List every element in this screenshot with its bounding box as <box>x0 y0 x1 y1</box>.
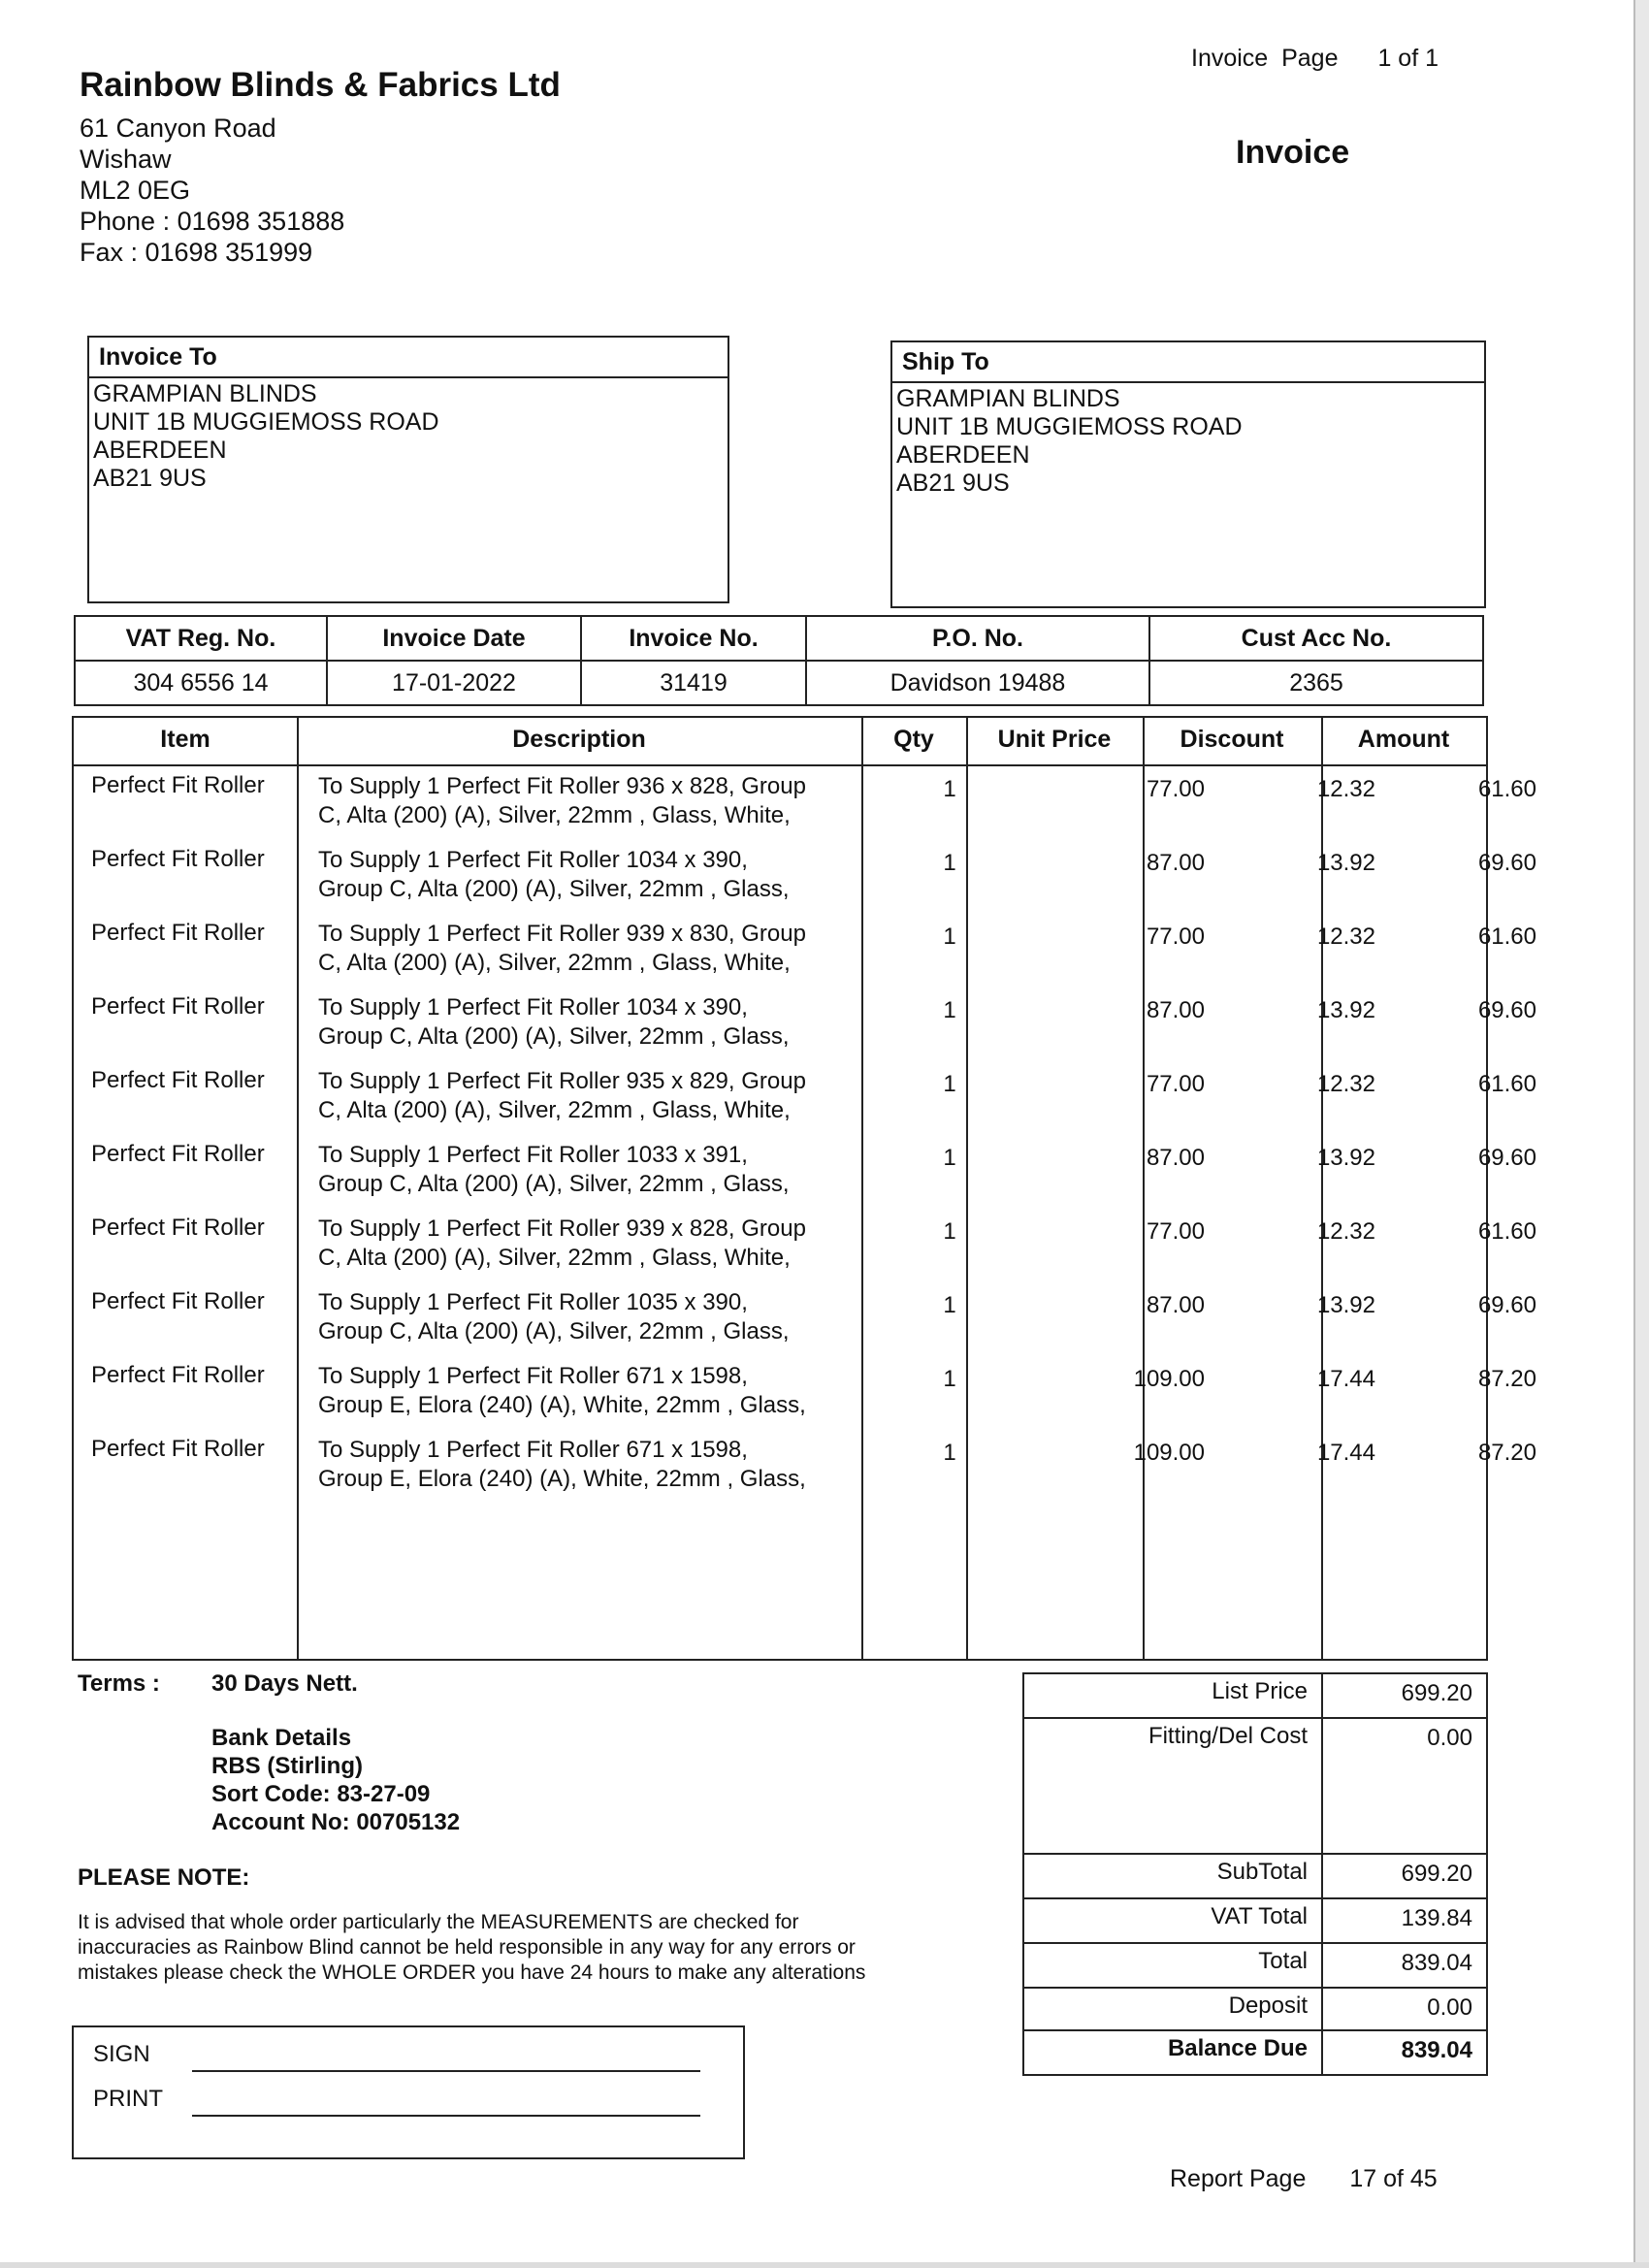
unit-price-header: Unit Price <box>997 726 1112 753</box>
description-line: Group C, Alta (200) (A), Silver, 22mm , Glass, <box>318 1318 790 1345</box>
vat-row <box>1024 1899 1486 1944</box>
invoice-no-header: Invoice No. <box>581 616 806 661</box>
invoice-info-table <box>74 615 1484 706</box>
description-cell <box>318 920 929 980</box>
list-price-value: 699.20 <box>1401 1680 1472 1706</box>
fitting-value: 0.00 <box>1427 1725 1472 1751</box>
qty-cell: 1 <box>943 1440 956 1466</box>
item-cell: Perfect Fit Roller <box>91 772 265 798</box>
invoice-to-line: ABERDEEN <box>93 437 227 464</box>
qty-cell: 1 <box>943 850 956 876</box>
document-title: Invoice <box>1236 134 1350 171</box>
discount-cell: 12.32 <box>1316 1071 1375 1097</box>
scan-edge <box>1633 0 1649 2268</box>
vat-reg-value: 304 6556 14 <box>75 661 327 705</box>
ship-to-line: GRAMPIAN BLINDS <box>896 385 1120 412</box>
description-line: To Supply 1 Perfect Fit Roller 1034 x 390, <box>318 994 748 1021</box>
table-row <box>74 1209 1536 1282</box>
description-line: To Supply 1 Perfect Fit Roller 936 x 828, Group <box>318 773 806 799</box>
invoice-date-value: 17-01-2022 <box>327 661 581 705</box>
description-cell <box>318 1288 929 1348</box>
address-line: Wishaw <box>80 145 172 174</box>
report-page-label: Report Page <box>1170 2165 1307 2192</box>
item-cell: Perfect Fit Roller <box>91 920 265 946</box>
vat-reg-header: VAT Reg. No. <box>75 616 327 661</box>
bank-details-heading: Bank Details <box>211 1725 352 1751</box>
discount-cell: 12.32 <box>1316 1218 1375 1245</box>
description-line: To Supply 1 Perfect Fit Roller 935 x 829, Group <box>318 1068 806 1094</box>
description-line: C, Alta (200) (A), Silver, 22mm , Glass, White, <box>318 950 791 976</box>
discount-header: Discount <box>1180 726 1284 753</box>
unit-price-cell: 87.00 <box>1146 850 1205 876</box>
deposit-row <box>1024 1989 1486 2031</box>
invoice-no-value: 31419 <box>581 661 806 705</box>
ship-to-heading: Ship To <box>892 342 1484 383</box>
qty-header: Qty <box>893 726 934 753</box>
unit-price-cell: 87.00 <box>1146 997 1205 1023</box>
description-cell <box>318 772 929 832</box>
table-row <box>74 766 1536 840</box>
company-name: Rainbow Blinds & Fabrics Ltd <box>80 66 561 104</box>
unit-price-cell: 87.00 <box>1146 1292 1205 1318</box>
note-line: It is advised that whole order particularly the MEASUREMENTS are checked for <box>78 1911 799 1933</box>
description-cell <box>318 1436 929 1496</box>
vat-label: VAT Total <box>1211 1903 1308 1929</box>
item-cell: Perfect Fit Roller <box>91 1436 265 1462</box>
description-line: To Supply 1 Perfect Fit Roller 671 x 1598, <box>318 1437 748 1463</box>
invoice-page-label: Invoice Page <box>1191 45 1339 72</box>
list-price-row <box>1024 1674 1486 1719</box>
bank-name: RBS (Stirling) <box>211 1753 363 1779</box>
table-row <box>74 1282 1536 1356</box>
description-line: To Supply 1 Perfect Fit Roller 939 x 830, Group <box>318 921 806 947</box>
item-cell: Perfect Fit Roller <box>91 846 265 872</box>
unit-price-cell: 77.00 <box>1146 1071 1205 1097</box>
balance-due-row <box>1024 2031 1486 2072</box>
item-cell: Perfect Fit Roller <box>91 993 265 1020</box>
account-number: Account No: 00705132 <box>211 1809 461 1835</box>
item-cell: Perfect Fit Roller <box>91 1067 265 1093</box>
unit-price-cell: 77.00 <box>1146 923 1205 950</box>
item-cell: Perfect Fit Roller <box>91 1362 265 1388</box>
cust-acc-value: 2365 <box>1149 661 1483 705</box>
invoice-to-heading: Invoice To <box>89 338 728 378</box>
discount-cell: 12.32 <box>1316 923 1375 950</box>
totals-box <box>1022 1672 1488 2076</box>
subtotal-row <box>1024 1855 1486 1899</box>
ship-to-address <box>892 383 1484 500</box>
description-header: Description <box>512 726 646 753</box>
address-line: 61 Canyon Road <box>80 113 276 143</box>
amount-cell: 69.60 <box>1477 1145 1536 1171</box>
sign-line[interactable] <box>192 2070 700 2072</box>
print-label: PRINT <box>93 2086 163 2112</box>
amount-cell: 61.60 <box>1477 1071 1536 1097</box>
please-note-heading: PLEASE NOTE: <box>78 1864 250 1891</box>
table-row <box>74 914 1536 988</box>
address-line: ML2 0EG <box>80 176 191 205</box>
po-no-value: Davidson 19488 <box>806 661 1149 705</box>
description-cell <box>318 1215 929 1275</box>
amount-cell: 61.60 <box>1477 776 1536 802</box>
discount-cell: 13.92 <box>1316 1292 1375 1318</box>
ship-to-box <box>890 340 1486 608</box>
po-no-header: P.O. No. <box>806 616 1149 661</box>
qty-cell: 1 <box>943 776 956 802</box>
table-row <box>74 1430 1536 1504</box>
invoice-to-line: AB21 9US <box>93 465 207 492</box>
qty-cell: 1 <box>943 997 956 1023</box>
line-items-header <box>74 718 1486 766</box>
description-line: Group E, Elora (240) (A), White, 22mm , Glass, <box>318 1392 806 1418</box>
description-cell <box>318 993 929 1053</box>
invoice-page-value: 1 of 1 <box>1377 45 1439 72</box>
qty-cell: 1 <box>943 1218 956 1245</box>
description-line: Group C, Alta (200) (A), Silver, 22mm , Glass, <box>318 1023 790 1050</box>
discount-cell: 13.92 <box>1316 850 1375 876</box>
table-row <box>74 1061 1536 1135</box>
amount-cell: 69.60 <box>1477 1292 1536 1318</box>
item-cell: Perfect Fit Roller <box>91 1288 265 1314</box>
balance-due-label: Balance Due <box>1167 2035 1308 2061</box>
description-line: C, Alta (200) (A), Silver, 22mm , Glass, White, <box>318 1245 791 1271</box>
qty-cell: 1 <box>943 1145 956 1171</box>
balance-due-value: 839.04 <box>1401 2037 1472 2063</box>
table-row <box>74 988 1536 1061</box>
terms-label: Terms : <box>78 1670 160 1697</box>
unit-price-cell: 109.00 <box>1133 1440 1205 1466</box>
description-line: To Supply 1 Perfect Fit Roller 1034 x 390, <box>318 847 748 873</box>
invoice-page-indicator <box>1191 45 1439 73</box>
item-header: Item <box>160 726 210 753</box>
subtotal-value: 699.20 <box>1401 1861 1472 1887</box>
amount-cell: 87.20 <box>1477 1440 1536 1466</box>
invoice-to-line: UNIT 1B MUGGIEMOSS ROAD <box>93 408 439 436</box>
note-line: mistakes please check the WHOLE ORDER you have 24 hours to make any alterations <box>78 1961 866 1984</box>
total-value: 839.04 <box>1401 1950 1472 1976</box>
invoice-date-header: Invoice Date <box>327 616 581 661</box>
qty-cell: 1 <box>943 1366 956 1392</box>
table-row <box>74 840 1536 914</box>
invoice-to-box <box>87 336 729 603</box>
list-price-label: List Price <box>1212 1678 1308 1704</box>
description-cell <box>318 846 929 906</box>
unit-price-cell: 87.00 <box>1146 1145 1205 1171</box>
description-line: C, Alta (200) (A), Silver, 22mm , Glass, White, <box>318 1097 791 1123</box>
discount-cell: 17.44 <box>1316 1366 1375 1392</box>
amount-cell: 61.60 <box>1477 923 1536 950</box>
fitting-label: Fitting/Del Cost <box>1148 1723 1308 1749</box>
line-items-table <box>72 716 1536 1661</box>
discount-cell: 13.92 <box>1316 997 1375 1023</box>
amount-cell: 87.20 <box>1477 1366 1536 1392</box>
description-line: To Supply 1 Perfect Fit Roller 939 x 828, Group <box>318 1215 806 1242</box>
deposit-label: Deposit <box>1228 1993 1308 2019</box>
fax-line: Fax : 01698 351999 <box>80 238 313 267</box>
invoice-to-line: GRAMPIAN BLINDS <box>93 380 317 407</box>
ship-to-line: UNIT 1B MUGGIEMOSS ROAD <box>896 413 1243 440</box>
description-line: To Supply 1 Perfect Fit Roller 1035 x 390, <box>318 1289 748 1315</box>
report-page-value: 17 of 45 <box>1349 2165 1438 2192</box>
amount-cell: 69.60 <box>1477 997 1536 1023</box>
note-line: inaccuracies as Rainbow Blind cannot be held responsible in any way for any errors or <box>78 1936 856 1959</box>
ship-to-line: AB21 9US <box>896 470 1010 497</box>
discount-cell: 13.92 <box>1316 1145 1375 1171</box>
print-line[interactable] <box>192 2115 700 2117</box>
fitting-row <box>1024 1719 1486 1855</box>
sign-label: SIGN <box>93 2041 150 2067</box>
deposit-value: 0.00 <box>1427 1994 1472 2021</box>
signature-box <box>72 2025 745 2159</box>
discount-cell: 12.32 <box>1316 776 1375 802</box>
unit-price-cell: 77.00 <box>1146 1218 1205 1245</box>
description-cell <box>318 1067 929 1127</box>
description-line: Group E, Elora (240) (A), White, 22mm , Glass, <box>318 1466 806 1492</box>
subtotal-label: SubTotal <box>1216 1859 1308 1885</box>
vat-value: 139.84 <box>1401 1905 1472 1931</box>
scan-edge-bottom <box>0 2262 1649 2268</box>
item-cell: Perfect Fit Roller <box>91 1215 265 1241</box>
cust-acc-header: Cust Acc No. <box>1149 616 1483 661</box>
ship-to-line: ABERDEEN <box>896 441 1030 469</box>
unit-price-cell: 77.00 <box>1146 776 1205 802</box>
sort-code: Sort Code: 83-27-09 <box>211 1781 431 1807</box>
qty-cell: 1 <box>943 1292 956 1318</box>
description-line: C, Alta (200) (A), Silver, 22mm , Glass, White, <box>318 802 791 828</box>
description-line: Group C, Alta (200) (A), Silver, 22mm , Glass, <box>318 1171 790 1197</box>
amount-header: Amount <box>1357 726 1450 753</box>
report-page-indicator <box>1170 2165 1438 2193</box>
description-line: To Supply 1 Perfect Fit Roller 671 x 1598, <box>318 1363 748 1389</box>
description-cell <box>318 1362 929 1422</box>
invoice-to-address <box>89 378 728 495</box>
total-label: Total <box>1258 1948 1308 1974</box>
unit-price-cell: 109.00 <box>1133 1366 1205 1392</box>
qty-cell: 1 <box>943 923 956 950</box>
item-cell: Perfect Fit Roller <box>91 1141 265 1167</box>
amount-cell: 61.60 <box>1477 1218 1536 1245</box>
phone-line: Phone : 01698 351888 <box>80 207 345 236</box>
description-line: To Supply 1 Perfect Fit Roller 1033 x 391, <box>318 1142 748 1168</box>
amount-cell: 69.60 <box>1477 850 1536 876</box>
table-row <box>74 1135 1536 1209</box>
description-line: Group C, Alta (200) (A), Silver, 22mm , Glass, <box>318 876 790 902</box>
qty-cell: 1 <box>943 1071 956 1097</box>
description-cell <box>318 1141 929 1201</box>
terms-value: 30 Days Nett. <box>211 1670 358 1697</box>
table-row <box>74 1356 1536 1430</box>
total-row <box>1024 1944 1486 1989</box>
discount-cell: 17.44 <box>1316 1440 1375 1466</box>
